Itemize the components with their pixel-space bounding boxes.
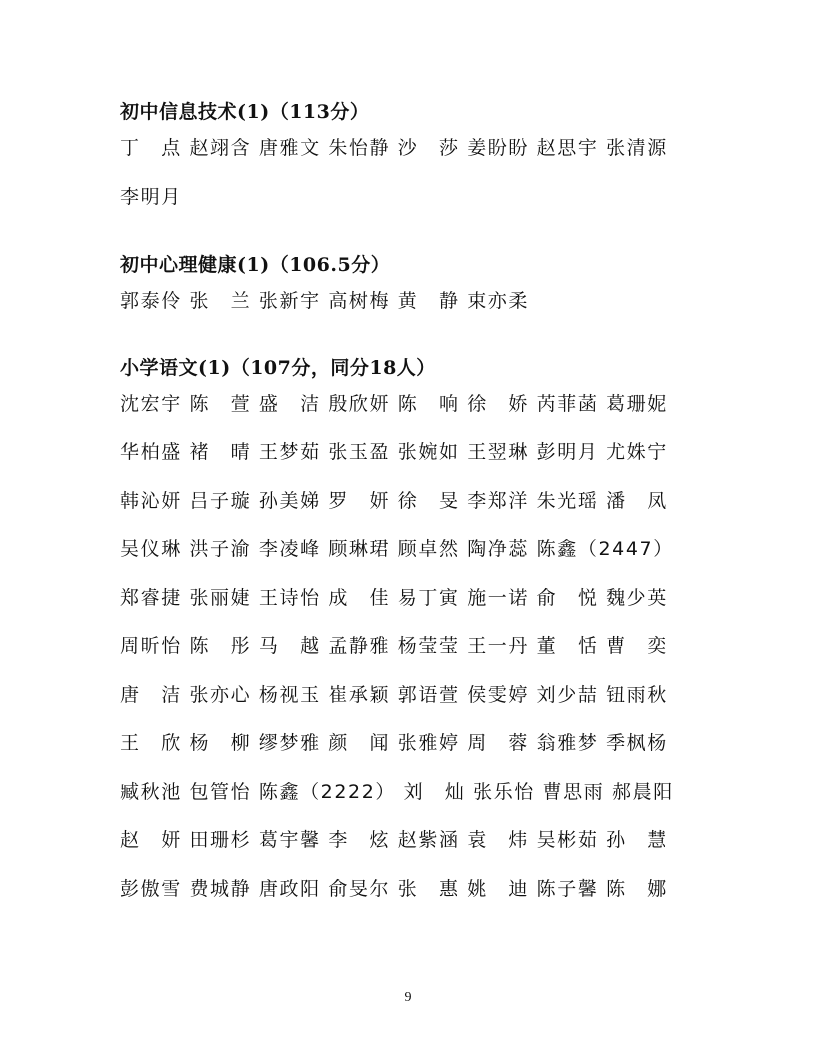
name-row: 吴仪琳 洪子渝 李凌峰 顾琳珺 顾卓然 陶净蕊 陈鑫（2447） [120,538,674,560]
section-primary-chinese [120,356,700,900]
section-heading: 小学语文(1)（107分，同分18人） [120,357,436,379]
name-row: 韩沁妍 吕子璇 孙美娣 罗 妍 徐 旻 李郑洋 朱光瑶 潘 凤 [120,490,668,512]
name-row: 郑睿捷 张丽婕 王诗怡 成 佳 易丁寅 施一诺 俞 悦 魏少英 [120,587,668,609]
section-junior-it [120,100,700,208]
section-heading: 初中信息技术(1)（113分） [120,101,370,123]
name-row: 赵 妍 田珊杉 葛宇馨 李 炫 赵紫涵 袁 炜 吴彬茹 孙 慧 [120,829,668,851]
name-row: 郭泰伶 张 兰 张新宇 高树梅 黄 静 束亦柔 [120,290,529,312]
name-row: 李明月 [120,186,182,208]
section-heading: 初中心理健康(1)（106.5分） [120,254,391,276]
name-row: 丁 点 赵翊含 唐雅文 朱怡静 沙 莎 姜盼盼 赵思宇 张清源 [120,137,668,159]
name-row: 臧秋池 包管怡 陈鑫（2222） 刘 灿 张乐怡 曹思雨 郝晨阳 [120,781,674,803]
name-row: 周昕怡 陈 彤 马 越 孟静雅 杨莹莹 王一丹 董 恬 曹 奕 [120,635,668,657]
name-row: 华柏盛 褚 晴 王梦茹 张玉盈 张婉如 王翌琳 彭明月 尤姝宁 [120,441,668,463]
section-junior-psychology [120,253,700,312]
name-row: 唐 洁 张亦心 杨视玉 崔承颖 郭语萱 侯雯婷 刘少喆 钮雨秋 [120,684,668,706]
name-row: 王 欣 杨 柳 缪梦雅 颜 闻 张雅婷 周 蓉 翁雅梦 季枫杨 [120,732,668,754]
name-row: 沈宏宇 陈 萱 盛 洁 殷欣妍 陈 响 徐 娇 芮菲菡 葛珊妮 [120,393,668,415]
name-row: 彭傲雪 费城静 唐政阳 俞旻尔 张 惠 姚 迪 陈子馨 陈 娜 [120,878,668,900]
page-number: 9 [404,990,412,1005]
